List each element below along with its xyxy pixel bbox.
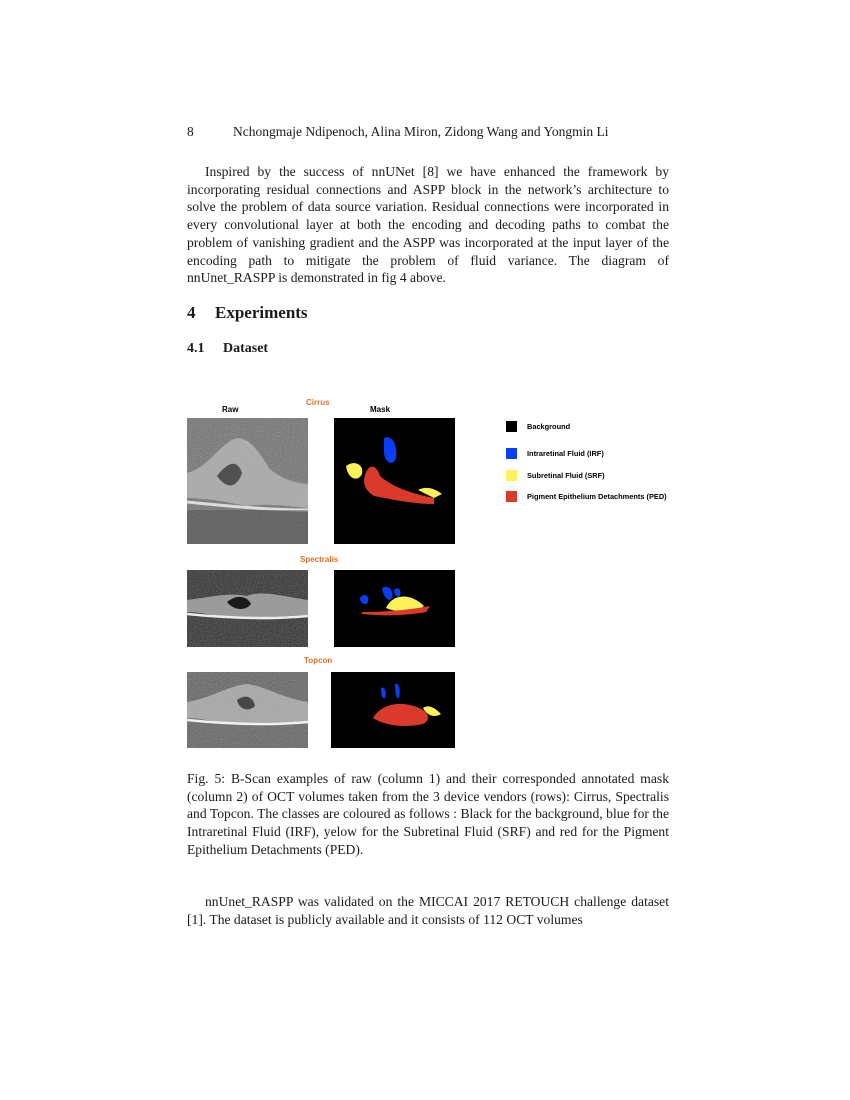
mask-topcon: [331, 672, 455, 748]
legend-label: Subretinal Fluid (SRF): [527, 471, 605, 480]
section-title: Experiments: [215, 303, 308, 322]
legend-label: Intraretinal Fluid (IRF): [527, 449, 604, 458]
mask-column-label: Mask: [370, 405, 391, 414]
raw-bscan-topcon: [187, 672, 308, 748]
legend-swatch: [506, 448, 517, 459]
body-paragraph: nnUnet_RASPP was validated on the MICCAI 2017 RETOUCH challenge dataset [1]. The dataset is publicly available and it consists of 112 OCT volumes: [187, 894, 669, 927]
legend-label: Pigment Epithelium Detachments (PED): [527, 492, 667, 501]
mask-spectralis: [334, 570, 455, 647]
vendor-label-cirrus: Cirrus: [306, 398, 330, 407]
raw-bscan-cirrus: [187, 418, 308, 544]
subsection-number: 4.1: [187, 341, 205, 356]
mask-cirrus: [334, 418, 455, 544]
vendor-label-spectralis: Spectralis: [300, 555, 339, 564]
author-line: Nchongmaje Ndipenoch, Alina Miron, Zidong Wang and Yongmin Li: [233, 124, 609, 139]
legend-label: Background: [527, 422, 571, 431]
page-number: 8: [187, 124, 194, 139]
section-number: 4: [187, 303, 196, 322]
body-paragraph: Inspired by the success of nnUNet [8] we have enhanced the framework by incorporating residual connections and ASPP block in the network’s architecture to solve the problem of data source variation. Residual connections were incorporated in every convolutional layer at both the encoding and decoding paths to combat the problem of vanishing gradient and the ASPP was incorporated at the input layer of the encoding path to mitigate the problem of fluid variance. The diagram of nnUnet_RASPP is demonstrated in fig 4 above.: [187, 164, 669, 286]
legend-swatch: [506, 421, 517, 432]
raw-bscan-spectralis: [187, 570, 308, 647]
vendor-label-topcon: Topcon: [304, 656, 333, 665]
raw-column-label: Raw: [222, 405, 239, 414]
subsection-title: Dataset: [223, 341, 269, 356]
legend-swatch: [506, 491, 517, 502]
caption-text: B-Scan examples of raw (column 1) and their corresponded annotated mask (column 2) of OCT volumes taken from the 3 device vendors (rows): Cirrus, Spectralis and Topcon. The classes are coloured as follows : Black for the background, blue for the Intraretinal Fluid (IRF), yelow for the Subretinal Fluid (SRF) and red for the Pigment Epithelium Detachments (PED).: [187, 771, 669, 857]
figure-caption: [187, 770, 669, 859]
legend-swatch: [506, 470, 517, 481]
caption-label: Fig. 5:: [187, 771, 226, 786]
